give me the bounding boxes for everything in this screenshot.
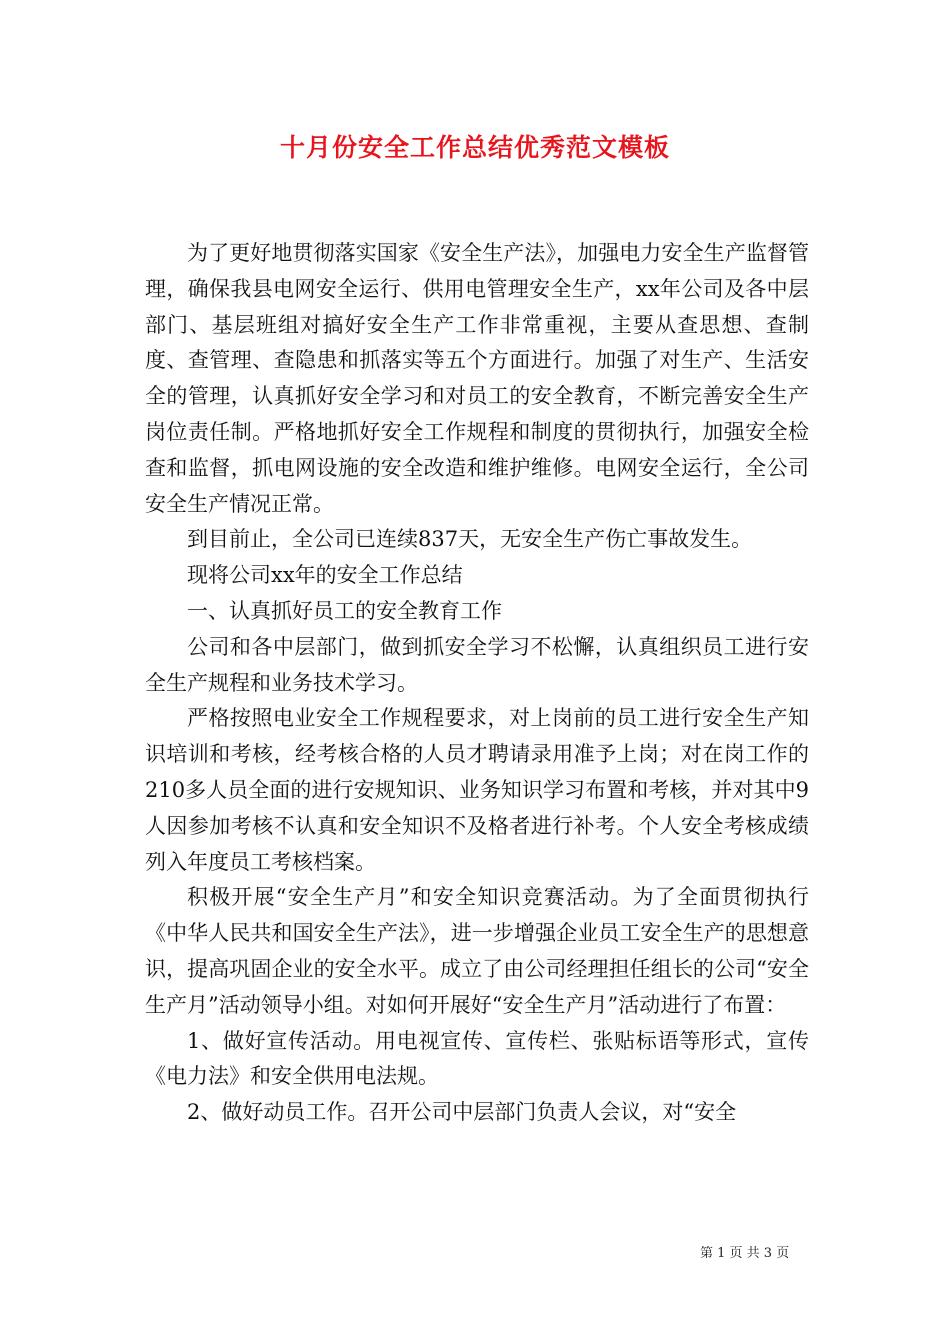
paragraph-study: 公司和各中层部门，做到抓安全学习不松懈，认真组织员工进行安全生产规程和业务技术学习。 [145,634,809,695]
section-heading-1: 一、认真抓好员工的安全教育工作 [187,598,502,623]
paragraph-safety-month: 积极开展“安全生产月”和安全知识竞赛活动。为了全面贯彻执行《中华人民共和国安全生产法》，进一步增强企业员工安全生产的思想意识，提高巩固企业的安全水平。成立了由公司经理担任组长的公司“安全生产月”活动领导小组。对如何开展好“安全生产月”活动进行了布置： [145,885,809,1017]
page-number: 第 1 页 共 3 页 [700,1246,790,1261]
paragraph-training: 严格按照电业安全工作规程要求，对上岗前的员工进行安全生产知识培训和考核，经考核合格的人员才聘请录用准予上岗；对在岗工作的210多人员全面的进行安规知识、业务知识学习布置和考核，并对其中9人因参加考核不认真和安全知识不及格者进行补考。个人安全考核成绩列入年度员工考核档案。 [145,706,809,874]
list-item-mobilization: 2、做好动员工作。召开公司中层部门负责人会议，对“安全 [187,1100,737,1125]
document-body [145,236,809,1131]
paragraph-safety-days: 到目前止，全公司已连续837天，无安全生产伤亡事故发生。 [187,527,753,552]
paragraph-intro: 为了更好地贯彻落实国家《安全生产法》，加强电力安全生产监督管理，确保我县电网安全运行、供用电管理安全生产，xx年公司及各中层部门、基层班组对搞好安全生产工作非常重视，主要从查思想、查制度、查管理、查隐患和抓落实等五个方面进行。加强了对生产、生活安全的管理，认真抓好安全学习和对员工的安全教育，不断完善安全生产岗位责任制。严格地抓好安全工作规程和制度的贯彻执行，加强安全检查和监督，抓电网设施的安全改造和维护维修。电网安全运行，全公司安全生产情况正常。 [145,241,809,516]
document-title: 十月份安全工作总结优秀范文模板 [279,133,670,162]
list-item-publicity: 1、做好宣传活动。用电视宣传、宣传栏、张贴标语等形式，宣传《电力法》和安全供用电法规。 [145,1028,809,1089]
paragraph-summary-intro: 现将公司xx年的安全工作总结 [187,563,463,588]
